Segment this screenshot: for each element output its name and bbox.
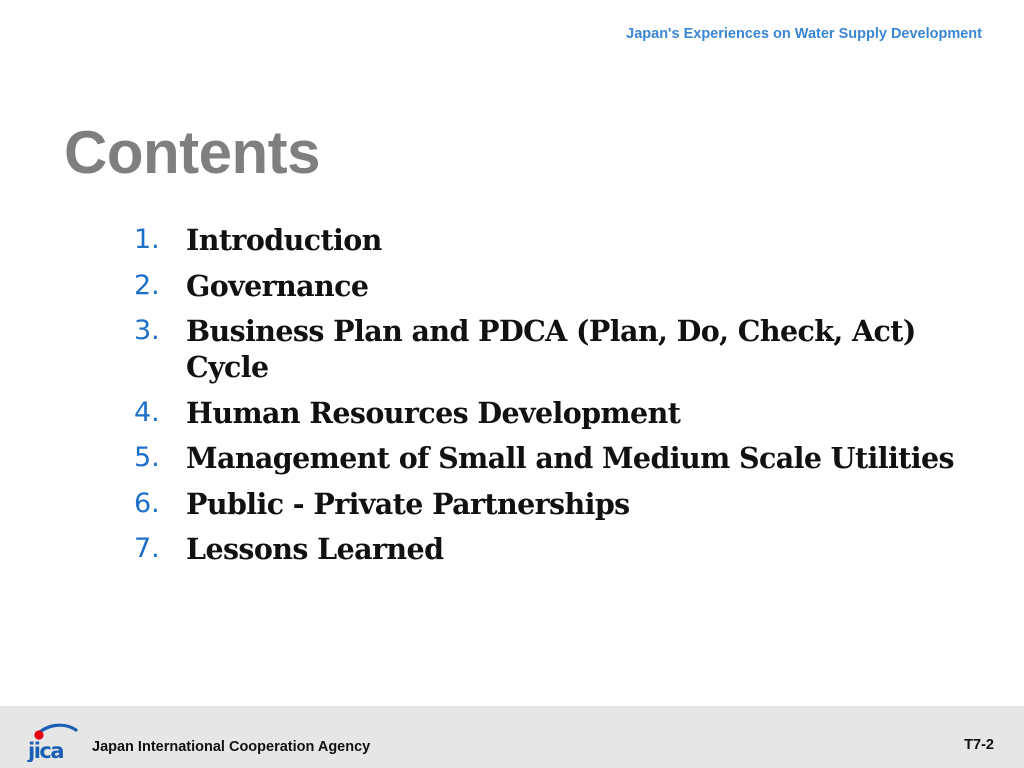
- footer-agency-name: Japan International Cooperation Agency: [92, 739, 371, 755]
- list-item-text: Human Resources Development: [186, 395, 681, 430]
- list-item: [134, 531, 964, 567]
- list-item-text: Introduction: [186, 223, 382, 257]
- list-item: [134, 268, 964, 304]
- list-item-number: 4.: [134, 396, 160, 428]
- list-item: [134, 440, 964, 476]
- svg-text:jica: jica: [28, 739, 64, 762]
- list-item: [134, 486, 964, 522]
- list-item-number: 6.: [134, 487, 160, 519]
- list-item-text: Business Plan and PDCA (Plan, Do, Check, Act) Cycle: [186, 314, 916, 384]
- list-item: [134, 395, 964, 431]
- list-item: [134, 313, 964, 385]
- list-item-text: Public - Private Partnerships: [186, 486, 630, 521]
- contents-list: [134, 222, 964, 577]
- jica-logo: [26, 718, 78, 762]
- list-item-number: 3.: [134, 315, 160, 346]
- list-item-number: 7.: [134, 533, 160, 564]
- list-item: [134, 222, 964, 258]
- list-item-text: Lessons Learned: [186, 532, 444, 566]
- page-title: Contents: [64, 119, 320, 186]
- list-item-number: 5.: [134, 442, 160, 473]
- page-number: T7-2: [964, 737, 994, 753]
- list-item-number: 1.: [134, 224, 160, 255]
- list-item-text: Governance: [186, 268, 369, 303]
- list-item-text: Management of Small and Medium Scale Utilities: [186, 441, 954, 475]
- slide-header-title: Japan's Experiences on Water Supply Development: [626, 26, 982, 42]
- slide-footer: [0, 706, 1024, 768]
- list-item-number: 2.: [134, 269, 160, 301]
